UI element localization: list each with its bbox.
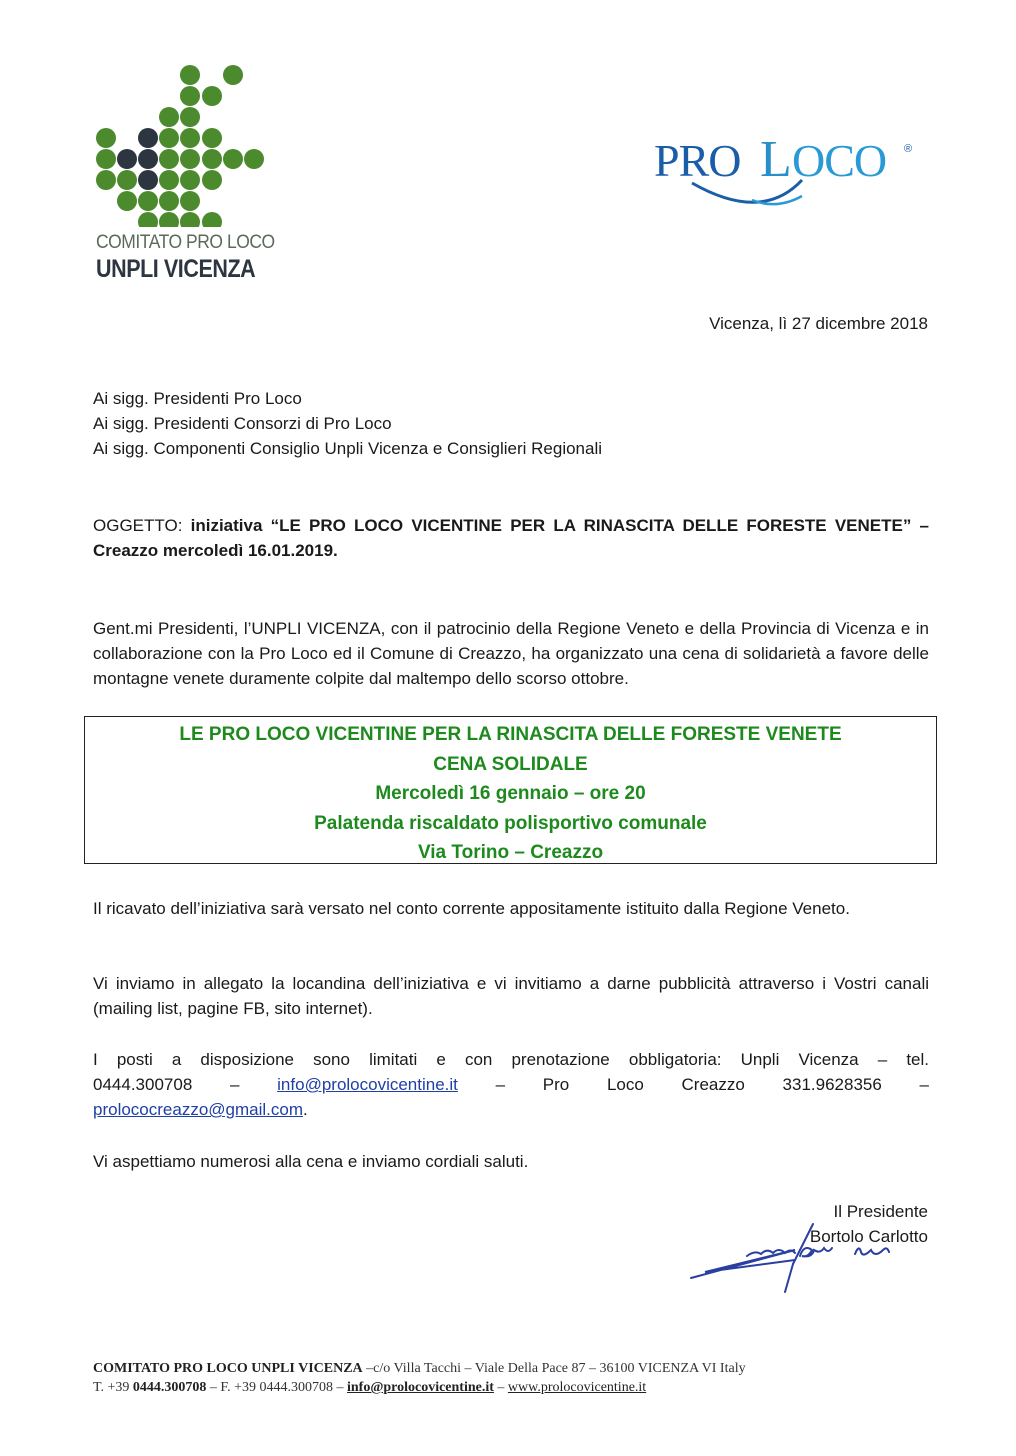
logo-line2: UNPLI VICENZA — [96, 255, 256, 283]
intro-paragraph: Gent.mi Presidenti, l’UNPLI VICENZA, con il patrocinio della Regione Veneto e della Provincia di Vicenza e in collaborazione con la Pro Loco ed il Comune di Creazzo, ha organizzato una cena di solidarietà a favore delle montagne venete duramente colpite dal maltempo dello scorso ottobre. — [93, 619, 929, 688]
svg-text:PRO: PRO — [654, 135, 741, 186]
creazzo-email-link[interactable]: prolococreazzo@gmail.com — [93, 1100, 304, 1119]
separator: – — [229, 1075, 240, 1094]
recipient-line: Ai sigg. Presidenti Consorzi di Pro Loco — [93, 414, 392, 433]
pro-loco-wave-icon — [652, 128, 927, 218]
event-box — [84, 716, 937, 864]
word: Pro — [542, 1075, 570, 1094]
word: Creazzo — [681, 1075, 745, 1094]
closing-line: Vi aspettiamo numerosi alla cena e inviamo cordiali saluti. — [93, 1152, 529, 1171]
dot-map-logo-icon — [92, 62, 272, 227]
event-venue: Palatenda riscaldato polisportivo comunale — [314, 812, 707, 834]
tel-label: T. +39 — [93, 1380, 133, 1395]
footer-line1 — [93, 1359, 746, 1378]
letterhead-footer — [93, 1359, 746, 1397]
unpli-email-link[interactable]: info@prolocovicentine.it — [277, 1075, 458, 1094]
word: Loco — [606, 1075, 644, 1094]
footer-org: COMITATO PRO LOCO UNPLI VICENZA — [93, 1361, 363, 1376]
subject-line — [93, 513, 929, 563]
date-line: Vicenza, lì 27 dicembre 2018 — [709, 314, 928, 333]
recipients-block — [93, 386, 602, 461]
footer-website-link[interactable]: www.prolocovicentine.it — [507, 1380, 647, 1395]
separator: – — [495, 1075, 506, 1094]
creazzo-phone: 331.9628356 — [782, 1075, 882, 1094]
footer-line2 — [93, 1378, 746, 1397]
period: . — [303, 1100, 308, 1119]
separator: – — [493, 1380, 508, 1395]
promo-paragraph: Vi inviamo in allegato la locandina dell’iniziativa e vi invitiamo a darne pubblicità attraverso i Vostri canali (mailing list, pagine FB, sito internet). — [93, 974, 929, 1018]
event-title: LE PRO LOCO VICENTINE PER LA RINASCITA DELLE FORESTE VENETE — [179, 724, 842, 745]
unpli-vicenza-logo — [92, 62, 275, 287]
signer-name: Bortolo Carlotto — [809, 1227, 928, 1246]
svg-text:L: L — [760, 131, 792, 188]
footer-address: –c/o Villa Tacchi – Viale Della Pace 87 – 36100 VICENZA VI Italy — [362, 1361, 746, 1376]
booking-paragraph — [93, 1047, 929, 1122]
unpli-phone: 0444.300708 — [93, 1075, 193, 1094]
logo-line1: COMITATO PRO LOCO — [96, 232, 275, 253]
subject-text: iniziativa “LE PRO LOCO VICENTINE PER LA RINASCITA DELLE FORESTE VENETE” – Creazzo mercoledì 16.01.2019. — [93, 516, 929, 560]
signer-role: Il Presidente — [833, 1202, 928, 1221]
proceeds-paragraph: Il ricavato dell’iniziativa sarà versato nel conto corrente appositamente istituito dalla Regione Veneto. — [93, 899, 850, 918]
svg-text:®: ® — [904, 143, 913, 155]
footer-phone: 0444.300708 — [132, 1380, 207, 1395]
recipient-line: Ai sigg. Componenti Consiglio Unpli Vicenza e Consiglieri Regionali — [93, 439, 603, 458]
handwritten-signature-icon — [685, 1220, 905, 1300]
pro-loco-logo — [652, 128, 927, 218]
footer-fax: – F. +39 0444.300708 – — [206, 1380, 347, 1395]
svg-text:OCO: OCO — [792, 135, 887, 186]
booking-line2 — [93, 1072, 929, 1097]
event-subtitle: CENA SOLIDALE — [433, 753, 588, 775]
subject-label: OGGETTO: — [93, 516, 191, 535]
booking-line1: I posti a disposizione sono limitati e con prenotazione obbligatoria: Unpli Vicenza – tel. — [93, 1050, 929, 1069]
separator: – — [919, 1075, 929, 1094]
event-date: Mercoledì 16 gennaio – ore 20 — [375, 783, 646, 804]
event-address: Via Torino – Creazzo — [417, 842, 604, 863]
footer-email-link[interactable]: info@prolocovicentine.it — [346, 1380, 494, 1395]
recipient-line: Ai sigg. Presidenti Pro Loco — [93, 389, 302, 408]
booking-line3 — [93, 1097, 929, 1122]
